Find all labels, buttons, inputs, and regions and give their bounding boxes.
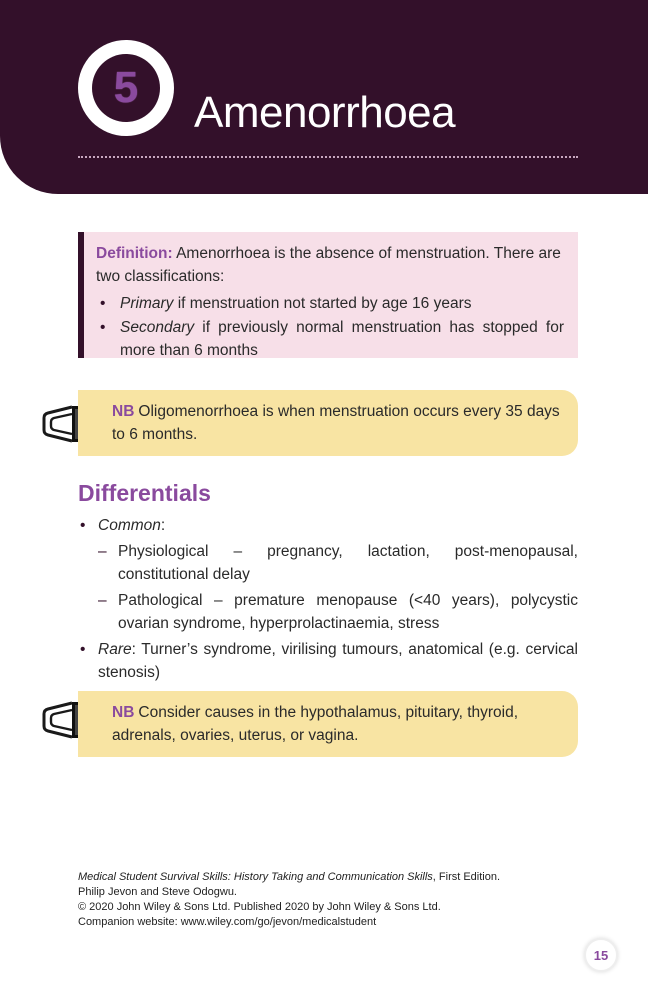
copyright-footer [78, 870, 558, 930]
header-divider [78, 156, 578, 158]
classification-item-secondary [96, 316, 564, 362]
classification-term: Primary [120, 295, 174, 312]
chapter-number-inner [92, 54, 160, 122]
note-oligomenorrhoea [78, 390, 578, 456]
differential-rare [78, 638, 578, 684]
footer-book-line [78, 870, 558, 885]
differential-pathological: – Pathological – premature menopause (<40 years), polycystic ovarian syndrome, hyperprolactinaemia, stress [98, 589, 578, 635]
chapter-header [0, 0, 648, 194]
classification-text: if previously normal menstruation has stopped for more than 6 months [120, 319, 564, 359]
differential-common-suffix: : [160, 517, 166, 534]
differential-common-label: Common [98, 517, 161, 534]
note-causes [78, 691, 578, 757]
chapter-number-badge [78, 40, 174, 136]
classification-list [96, 292, 564, 362]
footer-edition: , First Edition. [432, 871, 501, 883]
differential-rare-text: : Turner’s syndrome, virilising tumours, anatomical (e.g. cervical stenosis) [98, 641, 578, 681]
chapter-title: Amenorrhoea [194, 88, 456, 138]
page-number: 15 [584, 938, 618, 972]
definition-body: Amenorrhoea is the absence of menstruation. There are two classifications: [96, 245, 561, 285]
chapter-number: 5 [113, 63, 139, 112]
footer-website: Companion website: www.wiley.com/go/jevon/medicalstudent [78, 916, 377, 928]
classification-text: if menstruation not started by age 16 years [173, 295, 472, 312]
classification-term: Secondary [120, 319, 195, 336]
note-text: Oligomenorrhoea is when menstruation occurs every 35 days to 6 months. [112, 403, 560, 443]
differentials-list [78, 514, 578, 687]
definition-text [96, 242, 564, 288]
footer-book-title: Medical Student Survival Skills: History Taking and Communication Skills [78, 871, 433, 883]
note-text: Consider causes in the hypothalamus, pituitary, thyroid, adrenals, ovaries, uterus, or vagina. [112, 704, 519, 744]
classification-item-primary [96, 292, 564, 315]
differential-rare-label: Rare [98, 641, 132, 658]
note-label: NB [112, 704, 135, 721]
definition-label: Definition: [96, 245, 173, 262]
footer-authors: Philip Jevon and Steve Odogwu. [78, 886, 237, 898]
definition-box [78, 232, 578, 358]
note-label: NB [112, 403, 135, 420]
differential-physiological: – Physiological – pregnancy, lactation, post-menopausal, constitutional delay [98, 540, 578, 586]
differential-common [78, 514, 578, 635]
footer-copyright: © 2020 John Wiley & Sons Ltd. Published 2020 by John Wiley & Sons Ltd. [78, 901, 441, 913]
section-title-differentials: Differentials [78, 480, 211, 506]
